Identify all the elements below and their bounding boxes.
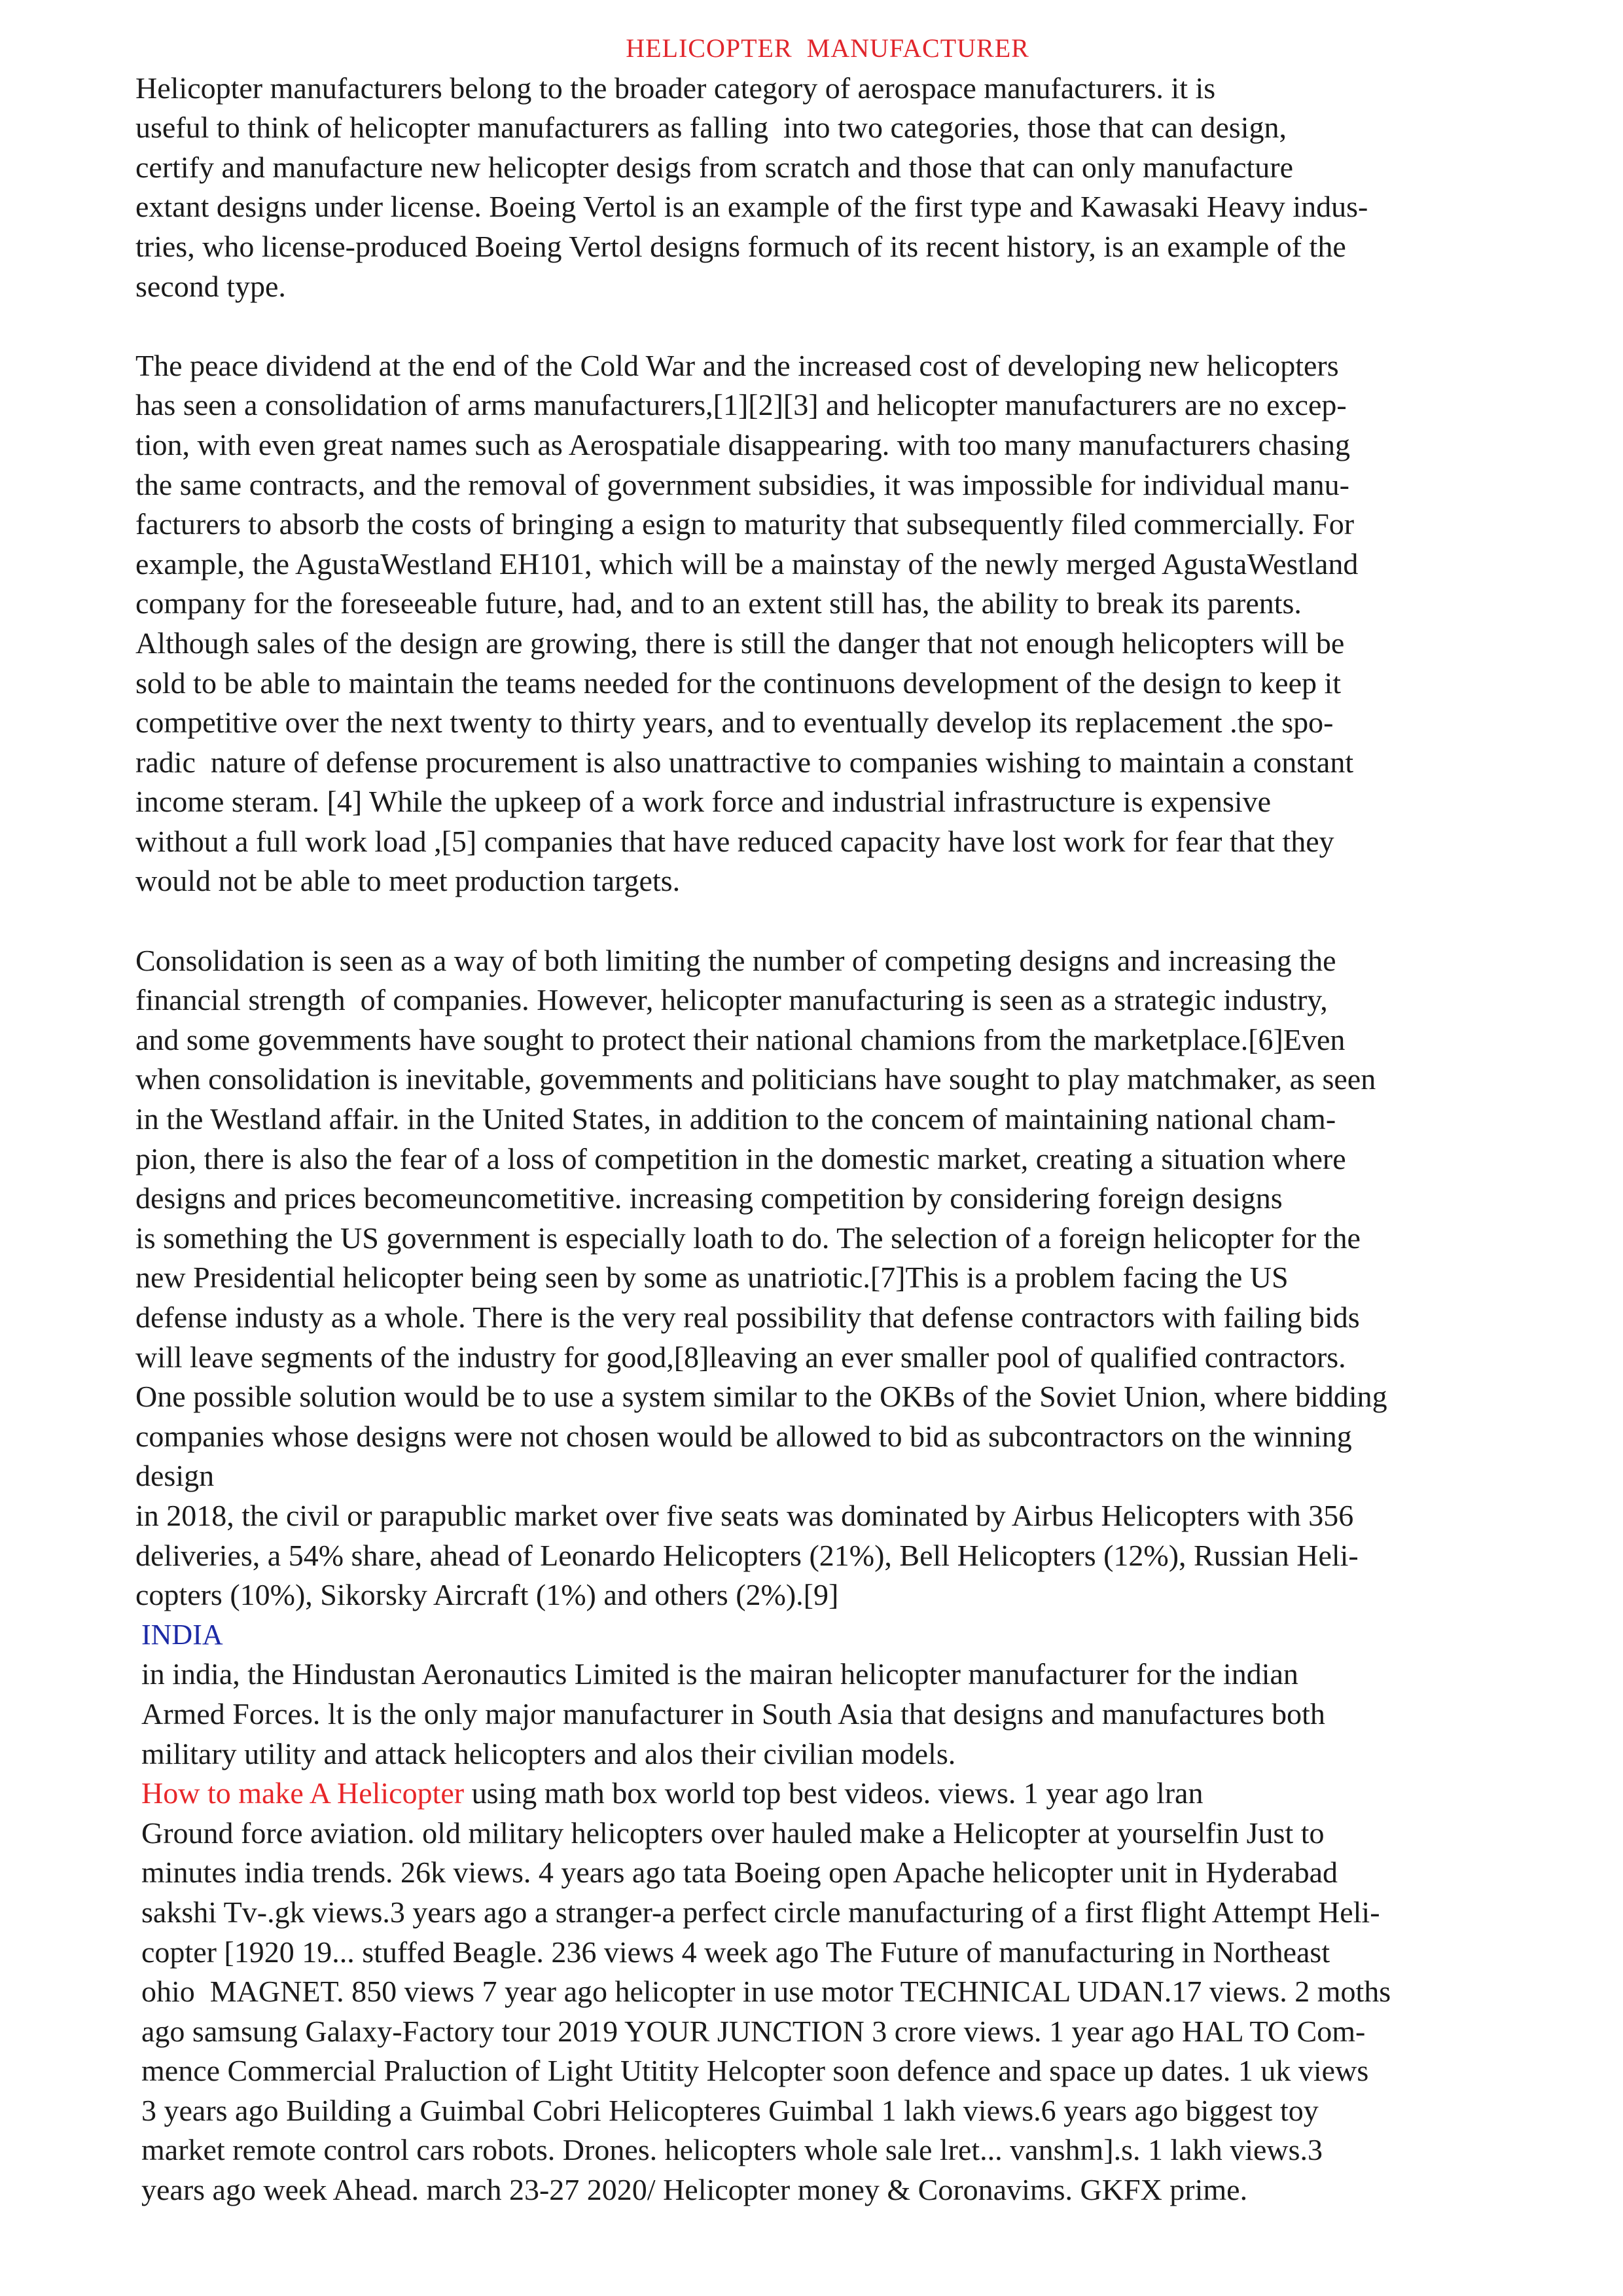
text-line: pion, there is also the fear of a loss of competition in the domestic market, creating a situation where [135, 1141, 1346, 1175]
text-line: The peace dividend at the end of the Cold War and the increased cost of developing new helicopters [135, 348, 1339, 382]
text-line: copters (10%), Sikorsky Aircraft (1%) and others (2%).[9] [135, 1578, 839, 1612]
document-page [135, 29, 1575, 2210]
paragraph-consolidation-politics [135, 941, 1575, 1496]
text-line: ago samsung Galaxy-Factory tour 2019 YOUR JUNCTION 3 crore views. 1 year ago HAL TO Com- [141, 2014, 1366, 2048]
text-line: extant designs under license. Boeing Vertol is an example of the first type and Kawasaki Heavy indus- [135, 190, 1368, 224]
text-line: Ground force aviation. old military helicopters over hauled make a Helicopter at yourselfin Just to [141, 1816, 1325, 1850]
text-line: is something the US government is especially loath to do. The selection of a foreign helicopter for the [135, 1221, 1361, 1255]
text-line: and some govemments have sought to protect their national chamions from the marketplace.[6]Even [135, 1022, 1346, 1056]
text-line: when consolidation is inevitable, govemments and politicians have sought to play matchmaker, as seen [135, 1062, 1376, 1096]
section-heading-india: INDIA [141, 1618, 223, 1651]
text-line: market remote control cars robots. Drones. helicopters whole sale lret... vanshm].s. 1 lakh views.3 [141, 2133, 1323, 2167]
text-line: sakshi Tv-.gk views.3 years ago a stranger-a perfect circle manufacturing of a first flight Attempt Heli- [141, 1895, 1380, 1929]
text-line: One possible solution would be to use a system similar to the OKBs of the Soviet Union, where bidding [135, 1380, 1387, 1414]
text-line: would not be able to meet production targets. [135, 864, 681, 898]
text-line: copter [1920 19... stuffed Beagle. 236 views 4 week ago The Future of manufacturing in Northeast [141, 1935, 1330, 1969]
text-line: tion, with even great names such as Aerospatiale disappearing. with too many manufacturers chasing [135, 427, 1351, 461]
section-videos [135, 1774, 1575, 2210]
section-india [135, 1615, 1575, 1774]
text-line [141, 1774, 1575, 1814]
text-line: will leave segments of the industry for good,[8]leaving an ever smaller pool of qualified contractors. [135, 1340, 1346, 1374]
text-line: company for the foreseeable future, had, and to an extent still has, the ability to break its parents. [135, 586, 1302, 620]
text-line: facturers to absorb the costs of bringing a esign to maturity that subsequently filed commercially. For [135, 507, 1355, 541]
text-line: income steram. [4] While the upkeep of a work force and industrial infrastructure is expensive [135, 785, 1272, 819]
text-line: competitive over the next twenty to thirty years, and to eventually develop its replacement .the spo- [135, 706, 1334, 740]
text-line: tries, who license-produced Boeing Vertol designs formuch of its recent history, is an example of the [135, 229, 1346, 263]
paragraph-consolidation-history [135, 346, 1575, 901]
text-line: design [135, 1459, 215, 1493]
document-title: HELICOPTER MANUFACTURER [626, 33, 1029, 63]
text-line: example, the AgustaWestland EH101, which will be a mainstay of the newly merged AgustaWestland [135, 547, 1359, 581]
text-line: without a full work load ,[5] companies that have reduced capacity have lost work for fear that they [135, 824, 1334, 858]
text-line: ohio MAGNET. 850 views 7 year ago helicopter in use motor TECHNICAL UDAN.17 views. 2 moths [141, 1975, 1391, 2009]
text-line: has seen a consolidation of arms manufacturers,[1][2][3] and helicopter manufacturers are no excep- [135, 388, 1347, 422]
text-line: in india, the Hindustan Aeronautics Limited is the mairan helicopter manufacturer for the indian [141, 1657, 1298, 1691]
text-line: in 2018, the civil or parapublic market over five seats was dominated by Airbus Helicopters with 356 [135, 1498, 1354, 1532]
text-line: useful to think of helicopter manufacturers as falling into two categories, those that can design, [135, 111, 1287, 145]
paragraph-intro [135, 69, 1575, 307]
text-line: the same contracts, and the removal of government subsidies, it was impossible for individual manu- [135, 467, 1349, 501]
text-segment: using math box world top best videos. views. 1 year ago lran [464, 1776, 1204, 1810]
text-line: minutes india trends. 26k views. 4 years ago tata Boeing open Apache helicopter unit in Hyderabad [141, 1856, 1338, 1890]
text-line: deliveries, a 54% share, ahead of Leonardo Helicopters (21%), Bell Helicopters (12%), Russian Heli- [135, 1538, 1359, 1572]
video-title-link: How to make A Helicopter [141, 1776, 465, 1810]
text-line: years ago week Ahead. march 23-27 2020/ Helicopter money & Coronavims. GKFX prime. [141, 2173, 1248, 2207]
text-line: defense industy as a whole. There is the very real possibility that defense contractors with failing bids [135, 1300, 1360, 1334]
text-line: Helicopter manufacturers belong to the broader category of aerospace manufacturers. it is [135, 71, 1216, 105]
text-line: designs and prices becomeuncometitive. increasing competition by considering foreign designs [135, 1181, 1283, 1215]
text-line: new Presidential helicopter being seen by some as unatriotic.[7]This is a problem facing the US [135, 1261, 1289, 1295]
text-line: Armed Forces. lt is the only major manufacturer in South Asia that designs and manufactures both [141, 1696, 1325, 1731]
text-line: certify and manufacture new helicopter desigs from scratch and those that can only manufacture [135, 150, 1294, 184]
text-line: 3 years ago Building a Guimbal Cobri Helicopteres Guimbal 1 lakh views.6 years ago biggest toy [141, 2093, 1319, 2127]
text-line: Consolidation is seen as a way of both limiting the number of competing designs and increasing the [135, 943, 1336, 977]
paragraph-market-share [135, 1496, 1575, 1615]
text-line: radic nature of defense procurement is also unattractive to companies wishing to maintain a constant [135, 745, 1354, 779]
text-line: in the Westland affair. in the United States, in addition to the concem of maintaining national cham- [135, 1102, 1336, 1136]
text-line: Although sales of the design are growing, there is still the danger that not enough helicopters will be [135, 626, 1345, 660]
text-line: second type. [135, 269, 286, 303]
text-line: companies whose designs were not chosen would be allowed to bid as subcontractors on the winning [135, 1419, 1352, 1453]
text-line: sold to be able to maintain the teams needed for the continuons development of the design to keep it [135, 666, 1342, 700]
text-line: financial strength of companies. However, helicopter manufacturing is seen as a strategic industry, [135, 983, 1328, 1017]
text-line: military utility and attack helicopters and alos their civilian models. [141, 1736, 956, 1770]
text-line: mence Commercial Praluction of Light Utitity Helcopter soon defence and space up dates. 1 uk views [141, 2054, 1369, 2088]
